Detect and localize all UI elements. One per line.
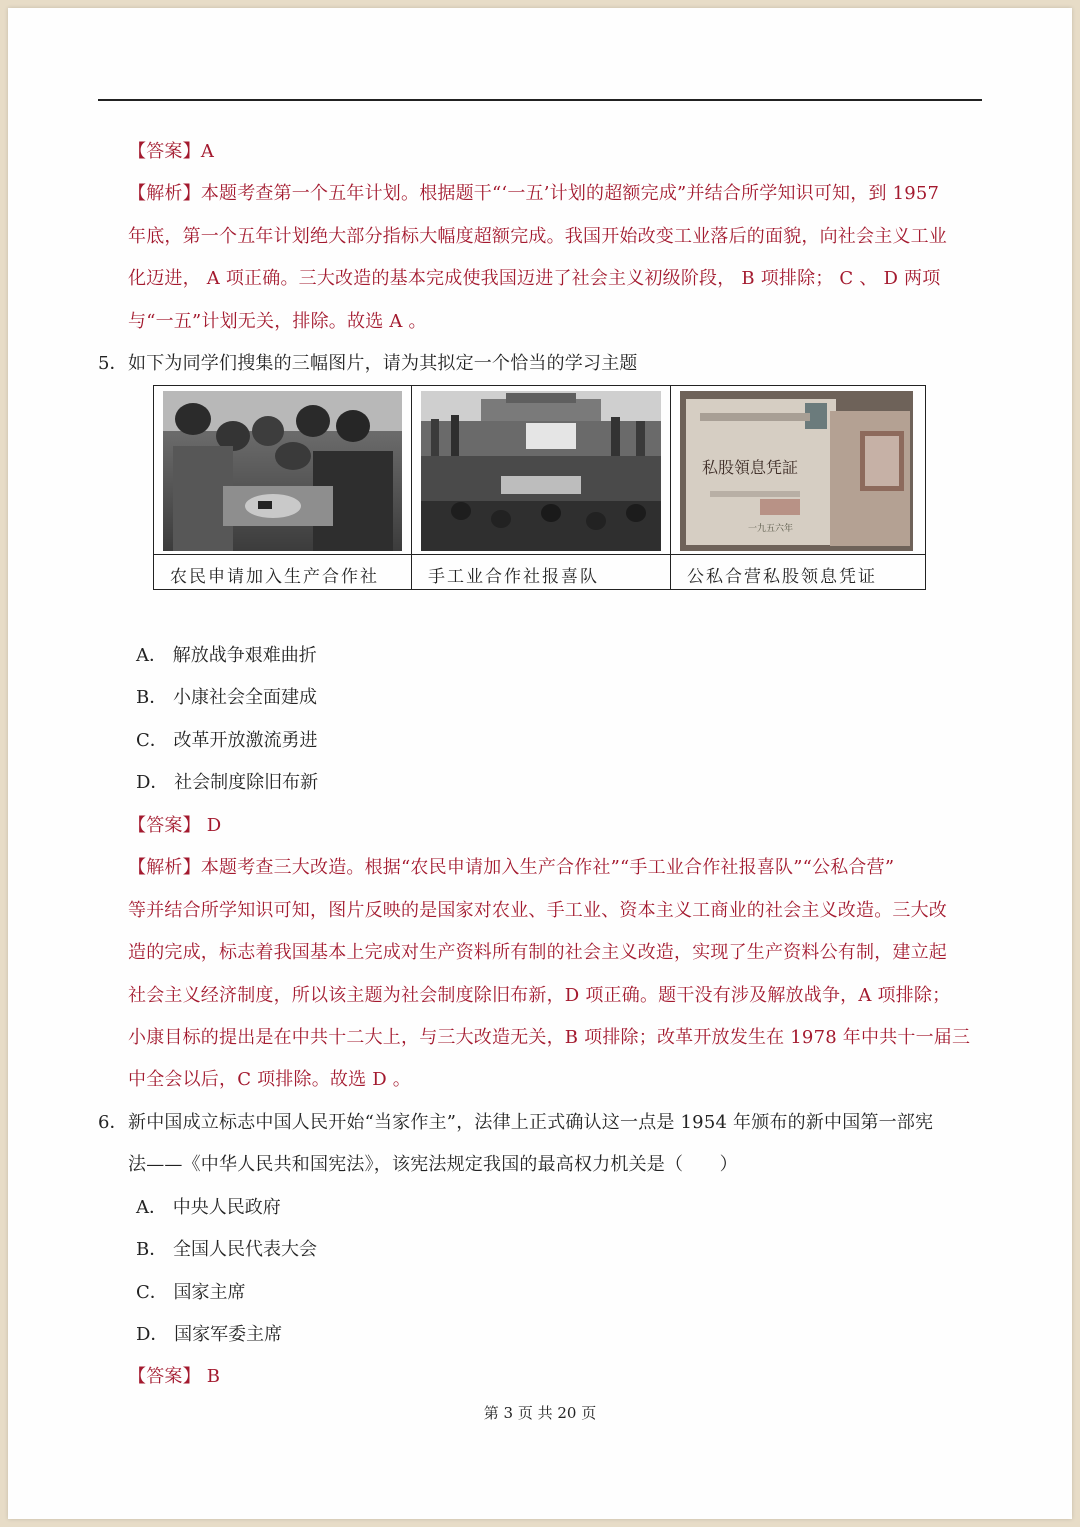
q4-answer-line bbox=[128, 140, 984, 164]
q6-option-d[interactable] bbox=[136, 1323, 282, 1347]
figure-cell-1 bbox=[154, 386, 411, 589]
q4-analysis-line-1 bbox=[128, 182, 984, 206]
q5-option-b[interactable] bbox=[136, 686, 317, 710]
option-text: 国家军委主席 bbox=[174, 1324, 283, 1345]
q4-analysis-line-2: 年底，第一个五年计划绝大部分指标大幅度超额完成。我国开始改变工业落后的面貌，向社会主义工业 bbox=[128, 226, 947, 247]
q5-option-d[interactable] bbox=[136, 771, 318, 795]
q5-answer-line bbox=[128, 814, 984, 838]
q4-answer-value: A bbox=[200, 141, 215, 162]
q5-analysis-text: 本题考查三大改造。根据“农民申请加入生产合作社”“手工业合作社报喜队”“公私合营” bbox=[200, 857, 895, 878]
figure-cell-3 bbox=[670, 386, 925, 589]
figure-caption-2: 手工业合作社报喜队 bbox=[428, 567, 599, 587]
q4-analysis-text: 本题考查第一个五年计划。根据题干“‘一五’计划的超额完成”并结合所学知识可知，到 1957 bbox=[200, 183, 940, 204]
q5-figure-table bbox=[153, 385, 926, 590]
option-text: 改革开放激流勇进 bbox=[173, 730, 318, 751]
q4-analysis-line-3: 化迈进， A 项正确。三大改造的基本完成使我国迈进了社会主义初级阶段， B 项排除； C 、 D 两项 bbox=[128, 268, 941, 289]
option-letter: C． bbox=[136, 730, 168, 751]
q6-stem-line-1: 新中国成立标志中国人民开始“当家作主”，法律上正式确认这一点是 1954 年颁布的新中国第一部宪 bbox=[128, 1112, 934, 1133]
caption-row bbox=[412, 554, 670, 589]
option-letter: A． bbox=[136, 645, 167, 666]
q5-analysis-line-4: 社会主义经济制度，所以该主题为社会制度除旧布新，D 项正确。题干没有涉及解放战争，A 项排除； bbox=[128, 985, 951, 1006]
caption-row bbox=[671, 554, 925, 589]
q5-analysis-line-1 bbox=[128, 856, 984, 880]
q6-stem-line-2: 法——《中华人民共和国宪法》，该宪法规定我国的最高权力机关是（ ） bbox=[128, 1154, 738, 1175]
certificate-date: 一九五六年 bbox=[748, 524, 794, 534]
figure-caption-1: 农民申请加入生产合作社 bbox=[170, 567, 379, 587]
q5-analysis-line-5: 小康目标的提出是在中共十二大上，与三大改造无关，B 项排除；改革开放发生在 1978 年中共十一届三 bbox=[128, 1027, 971, 1048]
q5-number: 5． bbox=[98, 353, 128, 374]
q5-analysis-line-2: 等并结合所学知识可知，图片反映的是国家对农业、手工业、资本主义工商业的社会主义改造。三大改 bbox=[128, 900, 947, 921]
option-text: 中央人民政府 bbox=[172, 1197, 281, 1218]
certificate-title: 私股領息凭証 bbox=[702, 458, 799, 477]
option-text: 全国人民代表大会 bbox=[172, 1239, 317, 1260]
figure-caption-3: 公私合营私股领息凭证 bbox=[687, 567, 877, 587]
page-number-footer: 第 3 页 共 20 页 bbox=[483, 1404, 597, 1422]
figure-cell-2 bbox=[411, 386, 670, 589]
photo-farmers-applying bbox=[163, 391, 402, 551]
q6-option-c[interactable] bbox=[136, 1281, 246, 1305]
q5-stem: 如下为同学们搜集的三幅图片，请为其拟定一个恰当的学习主题 bbox=[128, 353, 638, 374]
q6-option-a[interactable] bbox=[136, 1196, 281, 1220]
option-text: 解放战争艰难曲折 bbox=[172, 645, 317, 666]
analysis-tag: 【解析】 bbox=[128, 183, 201, 204]
q6-option-b[interactable] bbox=[136, 1238, 317, 1262]
q5-analysis-line-6: 中全会以后，C 项排除。故选 D 。 bbox=[128, 1069, 411, 1090]
photo-handicraft-parade bbox=[421, 391, 661, 551]
answer-tag: 【答案】 bbox=[128, 1366, 201, 1387]
option-letter: A． bbox=[136, 1197, 167, 1218]
q5-option-c[interactable] bbox=[136, 729, 318, 753]
option-letter: B． bbox=[136, 1239, 168, 1260]
q6-answer-line bbox=[128, 1365, 984, 1389]
caption-row bbox=[154, 554, 411, 589]
photo-dividend-certificate bbox=[680, 391, 913, 551]
q5-analysis-line-3: 造的完成，标志着我国基本上完成对生产资料所有制的社会主义改造，实现了生产资料公有制，建立起 bbox=[128, 942, 947, 963]
option-text: 国家主席 bbox=[173, 1282, 246, 1303]
q6-answer-value: B bbox=[206, 1366, 221, 1387]
option-letter: D． bbox=[136, 772, 169, 793]
option-text: 社会制度除旧布新 bbox=[174, 772, 319, 793]
analysis-tag: 【解析】 bbox=[128, 857, 201, 878]
option-letter: D． bbox=[136, 1324, 169, 1345]
q5-answer-value: D bbox=[206, 815, 222, 836]
q5-option-a[interactable] bbox=[136, 644, 317, 668]
option-text: 小康社会全面建成 bbox=[172, 687, 317, 708]
option-letter: B． bbox=[136, 687, 168, 708]
answer-tag: 【答案】 bbox=[128, 815, 201, 836]
header-rule bbox=[98, 99, 982, 101]
q6-number: 6． bbox=[98, 1112, 128, 1133]
option-letter: C． bbox=[136, 1282, 168, 1303]
q4-analysis-line-4: 与“一五”计划无关，排除。故选 A 。 bbox=[128, 311, 427, 332]
answer-tag: 【答案】 bbox=[128, 141, 201, 162]
